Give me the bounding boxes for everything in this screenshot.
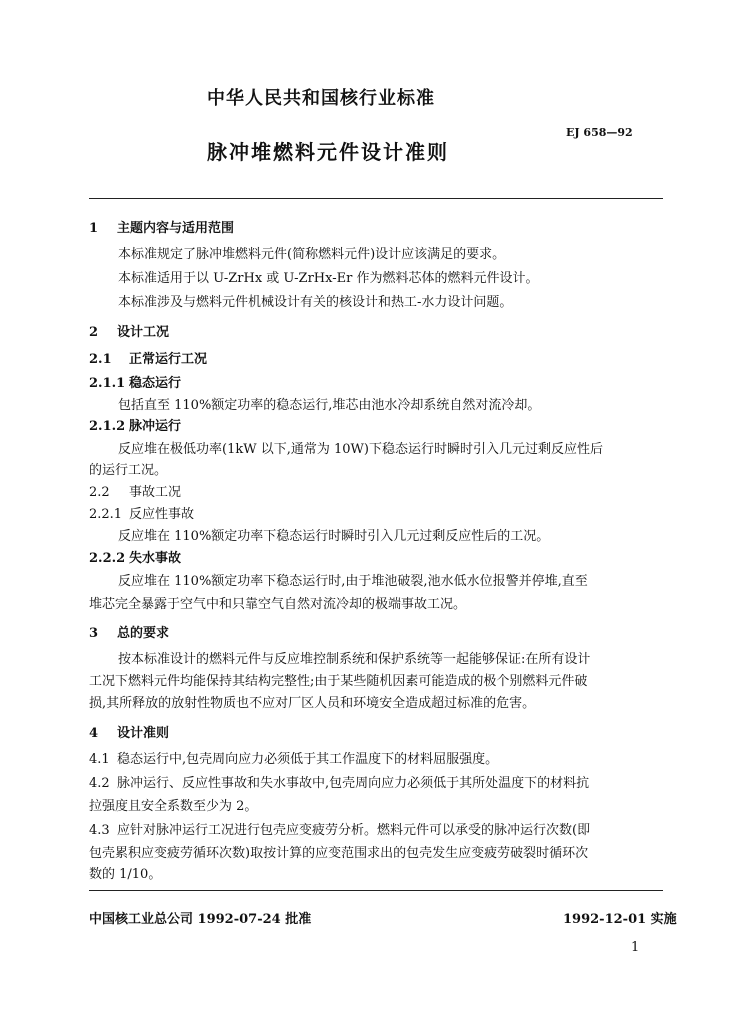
section-3-heading: 3 总的要求 <box>89 626 170 641</box>
section-1-paragraph-2: 本标准适用于以 U-ZrHx 或 U-ZrHx-Er 作为燃料芯体的燃料元件设计。 <box>118 271 539 286</box>
section-2-1-heading: 2.1 正常运行工况 <box>89 352 208 367</box>
header-divider <box>89 198 663 199</box>
section-2-1-2-heading: 2.1.2 脉冲运行 <box>89 419 182 434</box>
section-4-2-line-2: 拉强度且安全系数至少为 2。 <box>89 799 258 814</box>
section-1-paragraph-1: 本标准规定了脉冲堆燃料元件(简称燃料元件)设计应该满足的要求。 <box>118 247 506 262</box>
section-2-1-1-heading: 2.1.1 稳态运行 <box>89 376 182 391</box>
section-2-2-2-line-1: 反应堆在 110%额定功率下稳态运行时,由于堆池破裂,池水低水位报警并停堆,直至 <box>118 574 588 589</box>
footer-divider <box>89 890 663 891</box>
section-4-3-line-3: 数的 1/10。 <box>89 867 162 882</box>
section-2-2-1-text: 反应堆在 110%额定功率下稳态运行时瞬时引入几元过剩反应性后的工况。 <box>118 529 550 544</box>
standard-code: EJ 658—92 <box>566 126 633 139</box>
section-3-line-1: 按本标准设计的燃料元件与反应堆控制系统和保护系统等一起能够保证:在所有设计 <box>118 652 591 667</box>
section-2-heading: 2 设计工况 <box>89 325 170 340</box>
section-2-2-1-heading: 2.2.1 反应性事故 <box>89 507 195 522</box>
section-4-heading: 4 设计准则 <box>89 726 170 741</box>
header-organization: 中华人民共和国核行业标准 <box>207 88 435 109</box>
section-1-paragraph-3: 本标准涉及与燃料元件机械设计有关的核设计和热工-水力设计问题。 <box>118 295 513 310</box>
section-1-heading: 1 主题内容与适用范围 <box>89 221 235 236</box>
section-2-1-2-line-1: 反应堆在极低功率(1kW 以下,通常为 10W)下稳态运行时瞬时引入几元过剩反应性后 <box>118 442 603 457</box>
section-2-2-2-line-2: 堆芯完全暴露于空气中和只靠空气自然对流冷却的极端事故工况。 <box>89 597 467 612</box>
section-2-2-heading: 2.2 事故工况 <box>89 485 182 500</box>
section-4-1: 4.1 稳态运行中,包壳周向应力必须低于其工作温度下的材料屈服强度。 <box>89 752 499 767</box>
effective-date: 1992-12-01 实施 <box>563 912 677 927</box>
page-number: 1 <box>631 940 640 955</box>
approval-date: 中国核工业总公司 1992-07-24 批准 <box>89 912 312 927</box>
section-2-2-2-heading: 2.2.2 失水事故 <box>89 551 182 566</box>
section-4-3-line-1: 4.3 应针对脉冲运行工况进行包壳应变疲劳分析。燃料元件可以承受的脉冲运行次数(即 <box>89 823 591 838</box>
section-3-line-2: 工况下燃料元件均能保持其结构完整性;由于某些随机因素可能造成的极个别燃料元件破 <box>89 674 588 689</box>
section-4-2-line-1: 4.2 脉冲运行、反应性事故和失水事故中,包壳周向应力必须低于其所处温度下的材料抗 <box>89 776 590 791</box>
section-2-1-2-line-2: 的运行工况。 <box>89 463 168 478</box>
section-2-1-1-text: 包括直至 110%额定功率的稳态运行,堆芯由池水冷却系统自然对流冷却。 <box>118 398 541 413</box>
section-4-3-line-2: 包壳累积应变疲劳循环次数)取按计算的应变范围求出的包壳发生应变疲劳破裂时循环次 <box>89 846 589 861</box>
section-3-line-3: 损,其所释放的放射性物质也不应对厂区人员和环境安全造成超过标准的危害。 <box>89 696 536 711</box>
document-title: 脉冲堆燃料元件设计准则 <box>207 140 449 164</box>
